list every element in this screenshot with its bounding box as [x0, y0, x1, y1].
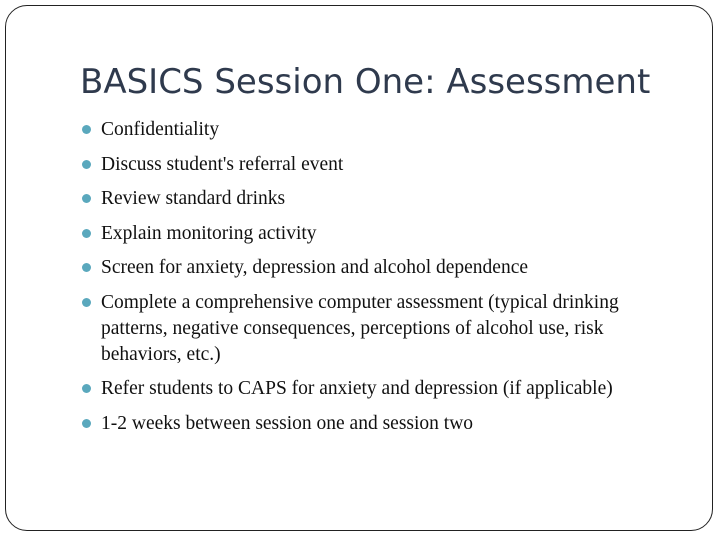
bullet-item	[82, 221, 682, 247]
bullet-text: 1-2 weeks between session one and session two	[101, 412, 474, 434]
bullet-dot-icon	[82, 298, 91, 307]
bullet-dot-icon	[82, 229, 91, 238]
bullet-item	[82, 117, 682, 143]
bullet-text: Complete a comprehensive computer assessment (typical drinking patterns, negative consequences, perceptions of alcohol use, risk behaviors, etc.)	[101, 291, 619, 365]
bullet-item	[82, 186, 682, 212]
bullet-text: Discuss student's referral event	[101, 153, 344, 175]
bullet-text: Review standard drinks	[101, 188, 286, 209]
bullet-dot-icon	[82, 384, 91, 393]
bullet-item	[82, 255, 682, 281]
bullet-item	[82, 290, 682, 368]
bullet-dot-icon	[82, 419, 91, 428]
bullet-item	[82, 152, 682, 178]
bullet-item	[82, 411, 682, 437]
bullet-list	[82, 117, 682, 445]
bullet-text: Refer students to CAPS for anxiety and depression (if applicable)	[101, 378, 613, 399]
bullet-dot-icon	[82, 160, 91, 169]
slide-title: BASICS Session One: Assessment	[80, 62, 651, 102]
bullet-item	[82, 376, 682, 402]
bullet-dot-icon	[82, 263, 91, 272]
bullet-dot-icon	[82, 125, 91, 134]
bullet-text: Explain monitoring activity	[101, 222, 317, 244]
bullet-text: Confidentiality	[101, 119, 220, 140]
bullet-text: Screen for anxiety, depression and alcohol dependence	[101, 257, 529, 278]
bullet-dot-icon	[82, 194, 91, 203]
